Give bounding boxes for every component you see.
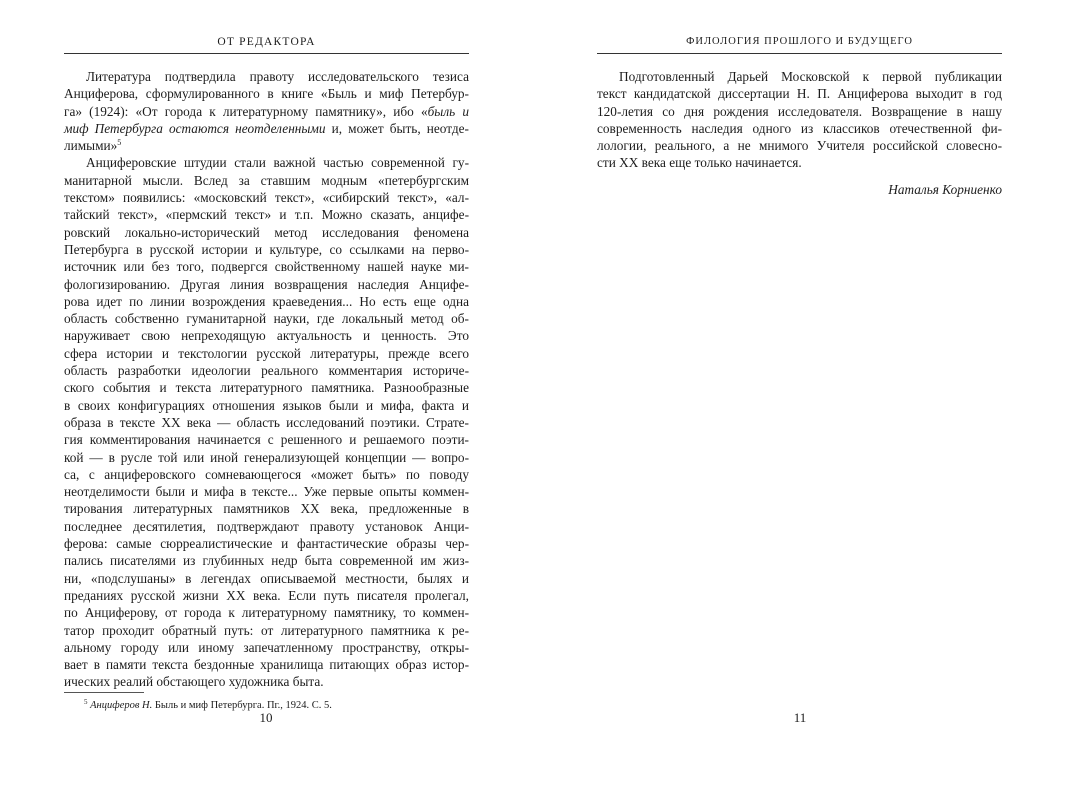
- text-line: [64, 137, 469, 154]
- text-fragment: га» (1924): «От города к литературному памятнику», ибо «: [64, 103, 428, 119]
- text-line: ского события и текста литературного памятника. Разнообразные: [64, 380, 469, 396]
- text-line: ни, «подслушаны» в легендах описываемой местности, былях и: [64, 570, 469, 586]
- right-body-text: [597, 68, 1002, 172]
- running-header-right: ФИЛОЛОГИЯ ПРОШЛОГО И БУДУЩЕГО: [686, 36, 913, 47]
- text-line: наруживает свою непреходящую актуальность и ценность. Это: [64, 328, 469, 344]
- text-line: альному городу или иному запечатленному пространству, откры-: [64, 639, 469, 655]
- text-fragment: лимыми»: [64, 138, 118, 154]
- text-line: область разработки идеологии реального комментария историче-: [64, 363, 469, 379]
- text-line: ровский локально-исторический метод исследования феномена: [64, 224, 469, 240]
- text-line: рова идет по линии возрождения краеведения... Но есть еще одна: [64, 293, 469, 309]
- footnote-author: Анциферов Н.: [90, 700, 153, 711]
- text-line: сти XX века еще только начинается.: [597, 155, 802, 171]
- text-line: пались писателями из глубинных недр быта современной им жиз-: [64, 553, 469, 569]
- text-line: современность наследия одного из классиков отечественной фи-: [597, 120, 1002, 136]
- right-page: [533, 0, 1066, 800]
- text-line: ических реалий обстающего художника быта.: [64, 674, 324, 690]
- text-line: ферова: самые сюрреалистические и фантастические образы чер-: [64, 536, 469, 552]
- text-line: последнее десятилетия, подтверждают правоту установок Анци-: [64, 518, 469, 534]
- text-line: Анциферова, сформулированного в книге «Быль и миф Петербур-: [64, 86, 469, 102]
- text-line: по Анциферову, от города к литературному памятнику, то коммен-: [64, 605, 469, 621]
- text-line: гия комментирования начинается с решенного и решаемого поэти-: [64, 432, 469, 448]
- text-line: источник или без того, подвергся свойственному нашей науке ми-: [64, 259, 469, 275]
- footnote-number: 5: [84, 698, 88, 706]
- text-line: Анциферовские штудии стали важной частью современной гу-: [86, 155, 469, 171]
- text-line: тайский текст», «пермский текст» и т.п. Можно сказать, анцифе-: [64, 207, 469, 223]
- text-line: текстом» появились: «московский текст», «сибирский текст», «ал-: [64, 190, 469, 206]
- text-line: неотделимости были и мифа в тексте... Уже первые опыты коммен-: [64, 484, 469, 500]
- text-line: [64, 120, 469, 137]
- header-rule-left: [64, 53, 469, 54]
- text-line: лологии, реального, а не мнимого Учителя российской словесно-: [597, 138, 1002, 154]
- text-line: тирования литературных памятников XX века, предложенные в: [64, 501, 469, 517]
- italic-fragment: быль и: [427, 103, 469, 119]
- text-line: область собственно гуманитарной науки, где локальный метод об-: [64, 311, 469, 327]
- footnote-rule: [64, 692, 144, 693]
- text-line: [64, 103, 469, 120]
- text-fragment: и, может быть, неотде-: [325, 120, 469, 136]
- text-line: преданиях русской жизни XX века. Если путь писателя пролегал,: [64, 587, 469, 603]
- page-number-right: 11: [793, 710, 807, 725]
- text-line: Петербурга в русской истории и культуре, со ссылками на перво-: [64, 241, 469, 257]
- signature: Наталья Корниенко: [888, 182, 1002, 197]
- text-line: Подготовленный Дарьей Московской к первой публикации: [619, 69, 1002, 84]
- text-line: фологизированию. Другая линия возвращения наследия Анцифе-: [64, 276, 469, 292]
- footnote-text: Быль и миф Петербурга. Пг., 1924. С. 5.: [152, 700, 332, 711]
- text-line: образа в тексте XX века — область исследований поэтики. Страте-: [64, 414, 469, 430]
- text-line: в своих конфигурациях отношения языков были и мифа, факта и: [64, 397, 469, 413]
- text-line: кой — в русле той или иной генерализующей концепции — вопро-: [64, 449, 469, 465]
- text-line: манитарной мысли. Вслед за ставшим модным «петербургским: [64, 172, 469, 188]
- text-line: са, с анциферовского сомневающегося «может быть» по поводу: [64, 466, 469, 482]
- text-line: татор проходит обратный путь: от литературного памятника к ре-: [64, 622, 469, 638]
- text-line: Литература подтвердила правоту исследовательского тезиса: [86, 69, 469, 84]
- text-line: сфера истории и текстологии русской литературы, прежде всего: [64, 345, 469, 361]
- header-rule-right: [597, 53, 1002, 54]
- page-number-left: 10: [259, 710, 273, 725]
- left-body-text: [64, 68, 469, 691]
- footnote-ref[interactable]: 5: [117, 138, 122, 148]
- running-header-left: ОТ РЕДАКТОРА: [217, 36, 316, 48]
- italic-fragment: миф Петербурга остаются неотделенными: [64, 120, 326, 136]
- text-line: вает в памяти текста бездонные хранилища питающих образ истор-: [64, 657, 469, 673]
- text-line: текст кандидатской диссертации Н. П. Анциферова выходит в год: [597, 86, 1002, 102]
- text-line: 120-летия со дня рождения исследователя. Возвращение в нашу: [597, 103, 1002, 119]
